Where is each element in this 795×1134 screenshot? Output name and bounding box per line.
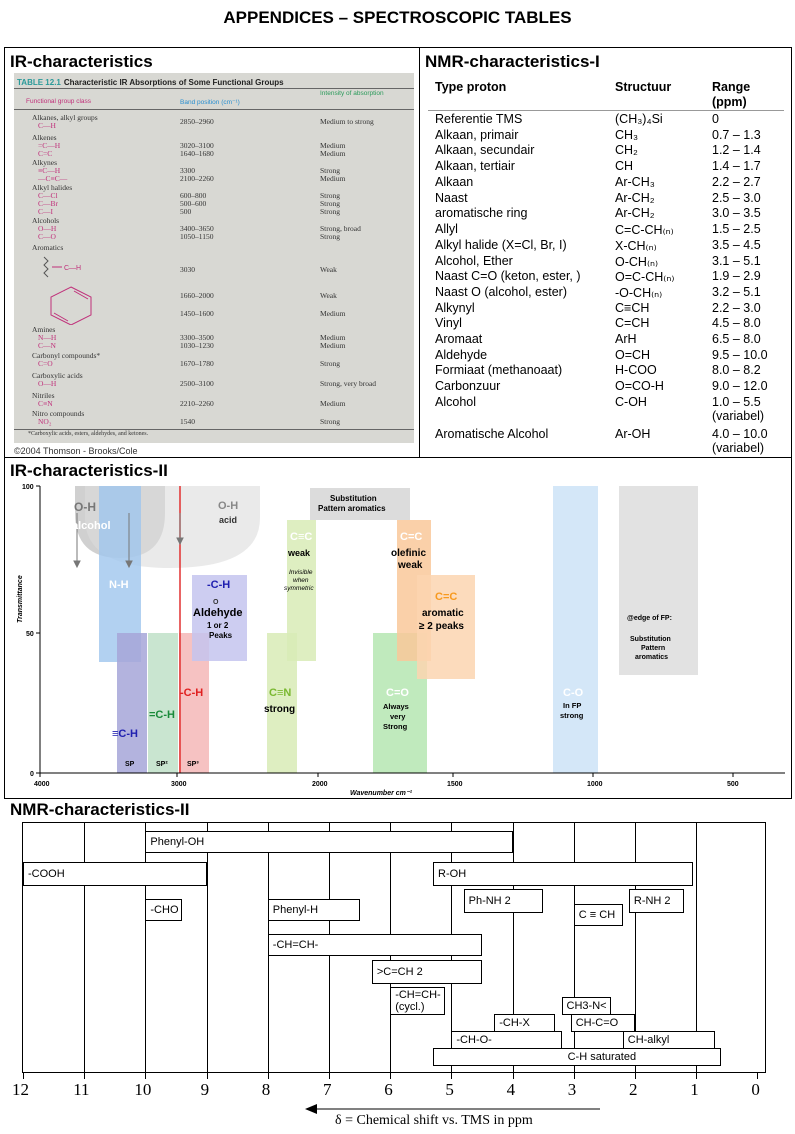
nmr2-tick-label: 7 xyxy=(323,1080,332,1099)
nmr2-gridline xyxy=(574,822,575,1073)
nmr1-structure-cell: O-CH₍ₙ₎ xyxy=(615,255,659,269)
nmr1-range-cell: 1.4 – 1.7 xyxy=(712,159,761,173)
nmr1-range-cell: 2.5 – 3.0 xyxy=(712,191,761,205)
nmr2-range-phenyl-oh: Phenyl-OH xyxy=(145,831,512,853)
nmr2-axis-label: δ = Chemical shift vs. TMS in ppm xyxy=(335,1113,533,1128)
nmr2-range-rnh2: R-NH 2 xyxy=(629,889,684,913)
nmr1-range-cell: 2.2 – 2.7 xyxy=(712,175,761,189)
nmr1-range-cell: 9.5 – 10.0 xyxy=(712,348,768,362)
ir2-heading: IR-characteristics-II xyxy=(10,461,168,480)
nmr2-tick-mark xyxy=(451,1073,452,1079)
ir2-edge-2: Substitution xyxy=(630,636,671,643)
ir2-cc-olef-2: olefinic xyxy=(391,548,427,559)
nmr1-type-cell: Allyl xyxy=(435,222,458,236)
nmr1-structure-cell: O=CH xyxy=(615,348,651,362)
nmr2-range-cho-ether: -CH-O- xyxy=(451,1031,561,1049)
aromatic-ch-structure-icon xyxy=(40,255,90,279)
svg-text:C—H: C—H xyxy=(64,265,82,272)
nmr1-type-cell: Alkyl halide (X=Cl, Br, I) xyxy=(435,238,567,252)
nmr1-variabel-2: (variabel) xyxy=(712,441,765,455)
nmr1-type-cell: Alcohol xyxy=(435,395,476,409)
ir2-co-2: Always xyxy=(383,702,409,711)
nmr1-structure-cell: C=C-CH₍ₙ₎ xyxy=(615,223,674,237)
nmr1-type-cell: Alkaan, primair xyxy=(435,128,519,142)
nmr1-range-cell: 1.5 – 2.5 xyxy=(712,222,761,236)
nmr1-range-cell: 3.0 – 3.5 xyxy=(712,206,761,220)
nmr2-range-chalkyl: CH-alkyl xyxy=(623,1031,715,1049)
nmr1-structure-cell: Ar-CH₂ xyxy=(615,191,655,205)
nmr1-structure-cell: C-OH xyxy=(615,395,647,409)
nmr2-tick-label: 1 xyxy=(690,1080,699,1099)
nmr2-tick-mark xyxy=(574,1073,575,1079)
nmr1-structure-cell: Ar-OH xyxy=(615,427,651,441)
nmr2-range-chco: CH-C=O xyxy=(571,1014,635,1032)
nmr2-tick-mark xyxy=(268,1073,269,1079)
ir2-ytick-label: 100 xyxy=(22,484,34,491)
nmr1-range-cell: 0.7 – 1.3 xyxy=(712,128,761,142)
nmr1-type-cell: Aldehyde xyxy=(435,348,488,362)
ir2-xtick-label: 1500 xyxy=(447,781,463,788)
nmr1-range-cell: 4.5 – 8.0 xyxy=(712,316,761,330)
nmr2-tick-mark xyxy=(23,1073,24,1079)
ir2-xtick-label: 500 xyxy=(727,781,739,788)
ir2-oh-alcohol-2: alcohol xyxy=(72,520,111,532)
ir2-ch-ald-3: Aldehyde xyxy=(193,607,243,619)
nmr1-range-cell: 1.9 – 2.9 xyxy=(712,269,761,283)
ir2-xlabel: Wavenumber cm⁻¹ xyxy=(350,790,412,797)
nmr2-tick-mark xyxy=(513,1073,514,1079)
nmr2-tick-mark xyxy=(635,1073,636,1079)
nmr2-range-phenyl-h: Phenyl-H xyxy=(268,899,360,921)
nmr1-structure-cell: CH xyxy=(615,159,634,173)
nmr2-tick-mark xyxy=(757,1073,758,1079)
nmr1-structure-cell: O=C-CH₍ₙ₎ xyxy=(615,270,675,284)
ir2-cc-triple-2: weak xyxy=(288,548,311,558)
nmr1-range-cell: 2.2 – 3.0 xyxy=(712,301,761,315)
ir-credit: ©2004 Thomson - Brooks/Cole xyxy=(14,446,138,456)
nmr1-range-cell: 3.5 – 4.5 xyxy=(712,238,761,252)
nmr1-type-cell: Formiaat (methanoaat) xyxy=(435,363,563,377)
nmr1-structure-cell: X-CH₍ₙ₎ xyxy=(615,239,657,253)
ir1-heading: IR-characteristics xyxy=(10,52,153,71)
ir2-cc-arom: C=C xyxy=(435,591,458,603)
ir-table-image: TABLE 12.1 Characteristic IR Absorptions of Some Functional Groups Functional group class Band position (cm⁻¹) Intensity of absorption Alkanes, alkyl groups C—H 2850–2960 Medium to strong Alkenes =C—H C=C 3020–3100 1640–1680 Medium Medium Alkynes ≡C—H —C≡C— 3300 2100–2260 Strong Medium Alkyl halides C—Cl C—Br C—I 600–800 500–600 500 Strong Strong Strong Alcohols O—H C—O 3400–3650 1050–1150 Strong, broad Strong Aromatics C—H 3030 Weak 1660–2000 Weak 1450–1600 Medium Amines N—H C—N 3300–3500 1030–1230 Medium Medium Carbonyl compounds* C=O 1670–1780 Strong Carboxylic acids O—H 2500–3100 Strong, very broad Nitriles C≡N 2210–2260 Medium Nitro compounds NO₂ 1540 Strong *Carboxylic acids, esters, aldehydes, and ketones. xyxy=(14,73,414,443)
nmr2-range-phnh2: Ph-NH 2 xyxy=(464,889,544,913)
nmr2-range-ch3n: CH3-N< xyxy=(562,997,611,1015)
nmr2-range-chx: -CH-X xyxy=(494,1014,555,1032)
nmr1-structure-cell: ArH xyxy=(615,332,637,346)
nmr2-tick-mark xyxy=(145,1073,146,1079)
nmr2-gridline xyxy=(145,822,146,1073)
ir2-cc-triple-5: symmetric xyxy=(284,585,314,592)
nmr1-type-cell: Alkaan, secundair xyxy=(435,143,535,157)
nmr1-structure-cell: H-COO xyxy=(615,363,657,377)
nmr2-tick-label: 8 xyxy=(261,1080,271,1099)
ir2-cc-triple-4: when xyxy=(293,577,309,584)
nmr2-range-chch-cycl: -CH=CH- (cycl.) xyxy=(390,987,445,1015)
ir2-ch-sp3: -C-H xyxy=(180,687,204,699)
nmr1-type-cell: aromatische ring xyxy=(435,206,528,220)
nmr1-type-cell: Vinyl xyxy=(435,316,462,330)
ir2-edge-3: Pattern xyxy=(641,645,666,652)
nmr2-range-cch: C ≡ CH xyxy=(574,904,623,926)
nmr1-type-cell: Carbonzuur xyxy=(435,379,501,393)
ir2-ch-ald-2: O xyxy=(213,599,219,606)
ir2-cc-triple: C≡C xyxy=(290,531,313,543)
ir-col-intensity: Intensity of absorption xyxy=(320,90,384,97)
ir2-sp3: SP³ xyxy=(187,761,199,768)
nmr1-range-cell: 0 xyxy=(712,112,719,126)
nmr1-col-type: Type proton xyxy=(435,80,507,94)
ir2-xtick-label: 3000 xyxy=(171,781,187,788)
nmr1-range-cell: 8.0 – 8.2 xyxy=(712,363,761,377)
nmr1-range-cell: 4.0 – 10.0 xyxy=(712,427,768,441)
nmr1-structure-cell: O=CO-H xyxy=(615,379,664,393)
ir2-oh-acid: O-H xyxy=(218,500,239,512)
nmr1-structure-cell: C≡CH xyxy=(615,301,650,315)
ir2-cc-olef-3: weak xyxy=(398,560,423,571)
nmr2-tick-label: 2 xyxy=(629,1080,638,1099)
ir2-edge-1: @edge of FP: xyxy=(627,615,672,622)
ir-footnote: *Carboxylic acids, esters, aldehydes, and ketones. xyxy=(28,431,149,437)
nmr1-header-rule xyxy=(428,110,784,111)
ir2-co-4: Strong xyxy=(383,722,408,731)
ir2-cn-2: strong xyxy=(264,704,296,715)
nmr1-range-cell: 1.0 – 5.5 xyxy=(712,395,761,409)
ir2-edge-4: aromatics xyxy=(635,654,669,661)
nmr2-range-roh: R-OH xyxy=(433,862,693,886)
nmr2-tick-label: 0 xyxy=(751,1080,760,1099)
top-divider xyxy=(419,47,420,458)
nmr2-tick-label: 6 xyxy=(384,1080,393,1099)
ir2-sp: SP xyxy=(125,761,135,768)
nmr2-tick-mark xyxy=(84,1073,85,1079)
nmr2-tick-label: 10 xyxy=(134,1080,152,1099)
ir-col-band: Band position (cm⁻¹) xyxy=(180,99,240,106)
nmr1-structure-cell: Ar-CH₃ xyxy=(615,175,655,189)
nmr1-range-cell: 6.5 – 8.0 xyxy=(712,332,761,346)
ir2-xtick-label: 4000 xyxy=(34,781,50,788)
nmr1-type-cell: Referentie TMS xyxy=(435,112,523,126)
nmr2-tick-mark xyxy=(329,1073,330,1079)
ir2-ytick-label: 50 xyxy=(26,631,34,638)
nmr2-tick-label: 12 xyxy=(12,1080,29,1099)
nmr1-type-cell: Alcohol, Ether xyxy=(435,254,513,268)
ir2-ch-sp2: =C-H xyxy=(149,709,175,721)
ir2-cn: C≡N xyxy=(269,687,292,699)
nmr1-range-cell: 9.0 – 12.0 xyxy=(712,379,768,393)
page-title: APPENDICES – SPECTROSCOPIC TABLES xyxy=(223,8,572,27)
ir2-oh-alcohol: O-H xyxy=(74,500,96,514)
nmr1-range-cell: 3.1 – 5.1 xyxy=(712,254,761,268)
ir2-cc-olef: C=C xyxy=(400,531,423,543)
nmr1-type-cell: Naast xyxy=(435,191,468,205)
ir2-cc-arom-2: aromatic xyxy=(422,608,464,619)
ir2-c-o-2: In FP xyxy=(563,701,582,710)
ir2-co: C=O xyxy=(386,687,409,699)
nmr1-structure-cell: C=CH xyxy=(615,316,650,330)
nmr2-range-cch2: >C=CH 2 xyxy=(372,960,482,984)
ir2-subst-2: Pattern aromatics xyxy=(318,504,386,513)
nmr1-structure-cell: CH₂ xyxy=(615,143,638,157)
ir2-cc-triple-3: Invisible xyxy=(289,569,313,576)
nmr1-structure-cell: -O-CH₍ₙ₎ xyxy=(615,286,663,300)
ir2-c-o: C-O xyxy=(563,687,584,699)
nmr1-range-cell: 1.2 – 1.4 xyxy=(712,143,761,157)
ir2-ch-ald-1: -C-H xyxy=(207,579,231,591)
ir-col-class: Functional group class xyxy=(26,98,92,105)
nmr1-structure-cell: (CH₃)₄Si xyxy=(615,112,663,126)
nmr1-structure-cell: Ar-CH₂ xyxy=(615,206,655,220)
nmr1-type-cell: Alkynyl xyxy=(435,301,475,315)
nmr2-tick-mark xyxy=(390,1073,391,1079)
ir-table-caption: TABLE 12.1 Characteristic IR Absorptions of Some Functional Groups xyxy=(17,78,284,87)
nmr2-range-chsat: C-H saturated xyxy=(433,1048,721,1066)
ir2-chart xyxy=(0,478,795,798)
nmr2-range-cho: -CHO xyxy=(145,899,182,921)
nmr2-tick-label: 9 xyxy=(200,1080,210,1099)
nmr1-heading: NMR-characteristics-I xyxy=(425,52,600,71)
ir2-nh: N-H xyxy=(109,579,129,591)
nmr2-gridline xyxy=(84,822,85,1073)
ir2-ylabel: Transmittance xyxy=(17,575,24,623)
nmr2-tick-mark xyxy=(207,1073,208,1079)
nmr2-tick-label: 5 xyxy=(445,1080,454,1099)
nmr2-gridline xyxy=(207,822,208,1073)
ir2-sp2: SP² xyxy=(156,761,168,768)
nmr2-range-cooh: -COOH xyxy=(23,862,207,886)
nmr2-tick-mark xyxy=(696,1073,697,1079)
ir2-co-3: very xyxy=(390,712,406,721)
nmr1-type-cell: Alkaan, tertiair xyxy=(435,159,515,173)
nmr2-tick-label: 4 xyxy=(506,1080,516,1099)
ir2-subst-1: Substitution xyxy=(330,494,377,503)
nmr1-type-cell: Naast O (alcohol, ester) xyxy=(435,285,567,299)
nmr2-tick-label: 3 xyxy=(567,1080,577,1099)
nmr1-type-cell: Naast C=O (keton, ester, ) xyxy=(435,269,581,283)
nmr1-range-cell: 3.2 – 5.1 xyxy=(712,285,761,299)
ir2-ytick-label: 0 xyxy=(30,771,34,778)
ir2-ch-ald-5: Peaks xyxy=(209,631,233,640)
ir2-xtick-label: 2000 xyxy=(312,781,328,788)
nmr1-variabel-1: (variabel) xyxy=(712,409,765,423)
nmr1-type-cell: Aromaat xyxy=(435,332,483,346)
nmr1-col-range: Range (ppm) xyxy=(712,80,751,109)
nmr1-type-cell: Alkaan xyxy=(435,175,474,189)
nmr2-range-chch: -CH=CH- xyxy=(268,934,482,956)
ir2-ch-ald-4: 1 or 2 xyxy=(207,621,229,630)
nmr1-col-structuur: Structuur xyxy=(615,80,672,94)
ir2-c-o-3: strong xyxy=(560,711,584,720)
ir2-oh-acid-2: acid xyxy=(219,515,238,525)
nmr1-structure-cell: CH₃ xyxy=(615,128,639,142)
nmr1-type-cell: Aromatische Alcohol xyxy=(435,427,549,441)
ir2-ch-sp: ≡C-H xyxy=(112,728,138,740)
ir2-xtick-label: 1000 xyxy=(587,781,603,788)
nmr2-tick-label: 11 xyxy=(73,1080,90,1099)
nmr2-heading: NMR-characteristics-II xyxy=(10,800,190,819)
benzene-ring-icon xyxy=(36,285,106,325)
ir2-cc-arom-3: ≥ 2 peaks xyxy=(419,621,464,632)
